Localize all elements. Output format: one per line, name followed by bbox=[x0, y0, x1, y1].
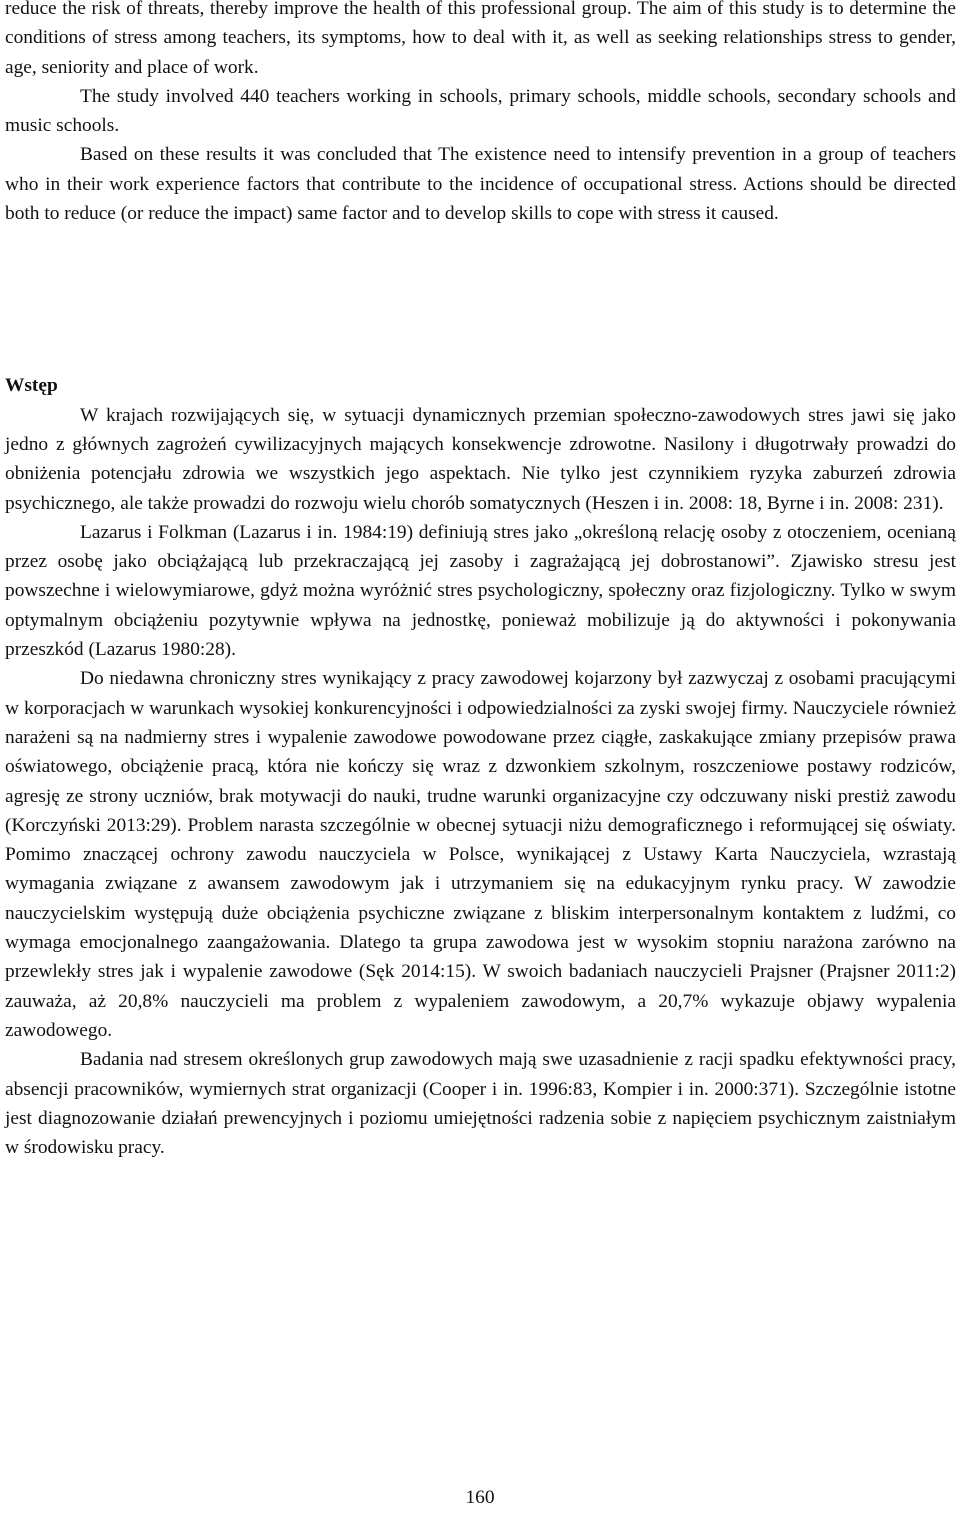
document-page bbox=[5, 0, 956, 1162]
section-heading: Wstęp bbox=[5, 375, 58, 397]
page-number: 160 bbox=[465, 1487, 495, 1508]
abstract-paragraph-conclusion: Based on these results it was concluded that The existence need to intensify prevention in a group of teachers who in their work experience factors that contribute to the incidence of occupational stress. Actions should be directed both to reduce (or reduce the impact) same factor and to develop skills to cope with stress it caused. bbox=[5, 144, 956, 225]
intro-paragraph-2: Lazarus i Folkman (Lazarus i in. 1984:19) definiują stres jako „określoną relację osoby z otoczeniem, ocenianą przez osobę jako obciążającą lub przekraczającą jej zasoby i zagrażającą jej dobrostanowi”. Zjawisko stresu jest powszechne i wielowymiarowe, gdyż można wyróżnić stres psychologiczny, społeczny oraz fizjologiczny. Tylko w swym optymalnym obciążeniu pozytywnie wpływa na jednostkę, ponieważ mobilizuje ją do aktywności i pokonywania przeszkód (Lazarus 1980:28). bbox=[5, 521, 956, 661]
abstract-paragraph-continued: reduce the risk of threats, thereby improve the health of this professional group. The aim of this study is to determine the conditions of stress among teachers, its symptoms, how to deal with it, as well as seeking relationships stress to gender, age, seniority and place of work. bbox=[5, 0, 956, 78]
intro-paragraph-3: Do niedawna chroniczny stres wynikający z pracy zawodowej kojarzony był zazwyczaj z osobami pracującymi w korporacjach w warunkach wysokiej konkurencyjności i odpowiedzialności za zyski swojej firmy. Nauczyciele również narażeni są na nadmierny stres i wypalenie zawodowe powodowane przez ciągłe, zaskakujące zmiany przepisów prawa oświatowego, obciążenie pracą, która nie kończy się wraz z dzwonkiem szkolnym, roszczeniowe postawy rodziców, agresję ze strony uczniów, brak motywacji do nauki, trudne warunki organizacyjne czy odczuwany niski prestiż zawodu (Korczyński 2013:29). Problem narasta szczególnie w obecnej sytuacji niżu demograficznego i reformującej się oświaty. Pomimo znaczącej ochrony zawodu nauczyciela w Polsce, wynikającej z Ustawy Karta Nauczyciela, wzrastają wymagania związane z awansem zawodowym jak i utrzymaniem się na edukacyjnym rynku pracy. W zawodzie nauczycielskim występują duże obciążenia psychiczne związane z bliskim interpersonalnym kontaktem z ludźmi, co wymaga emocjonalnego zaangażowania. Dlatego ta grupa zawodowa jest w wysokim stopniu narażona zarówno na przewlekły stres jak i wypalenie zawodowe (Sęk 2014:15). W swoich badaniach nauczycieli Prajsner (Prajsner 2011:2) zauważa, aż 20,8% nauczycieli ma problem z wypaleniem zawodowym, a 20,7% wykazuje objawy wypalenia zawodowego. bbox=[5, 668, 956, 1041]
intro-paragraph-4: Badania nad stresem określonych grup zawodowych mają swe uzasadnienie z racji spadku efektywności pracy, absencji pracowników, wymiernych strat organizacji (Cooper i in. 1996:83, Kompier i in. 2000:371). Szczególnie istotne jest diagnozowanie działań prewencyjnych i poziomu umiejętności radzenia sobie z napięciem psychicznym zaistniałym w środowisku pracy. bbox=[5, 1049, 956, 1159]
abstract-paragraph-study-group: The study involved 440 teachers working in schools, primary schools, middle schools, secondary schools and music schools. bbox=[5, 85, 956, 137]
intro-paragraph-1: W krajach rozwijających się, w sytuacji dynamicznych przemian społeczno-zawodowych stres jawi się jako jedno z głównych zagrożeń cywilizacyjnych mających konsekwencje zdrowotne. Nasilony i długotrwały prowadzi do obniżenia potencjału zdrowia we wszystkich jego aspektach. Nie tylko jest czynnikiem ryzyka zaburzeń zdrowia psychicznego, ale także prowadzi do rozwoju wielu chorób somatycznych (Heszen i in. 2008: 18, Byrne i in. 2008: 231). bbox=[5, 404, 956, 514]
